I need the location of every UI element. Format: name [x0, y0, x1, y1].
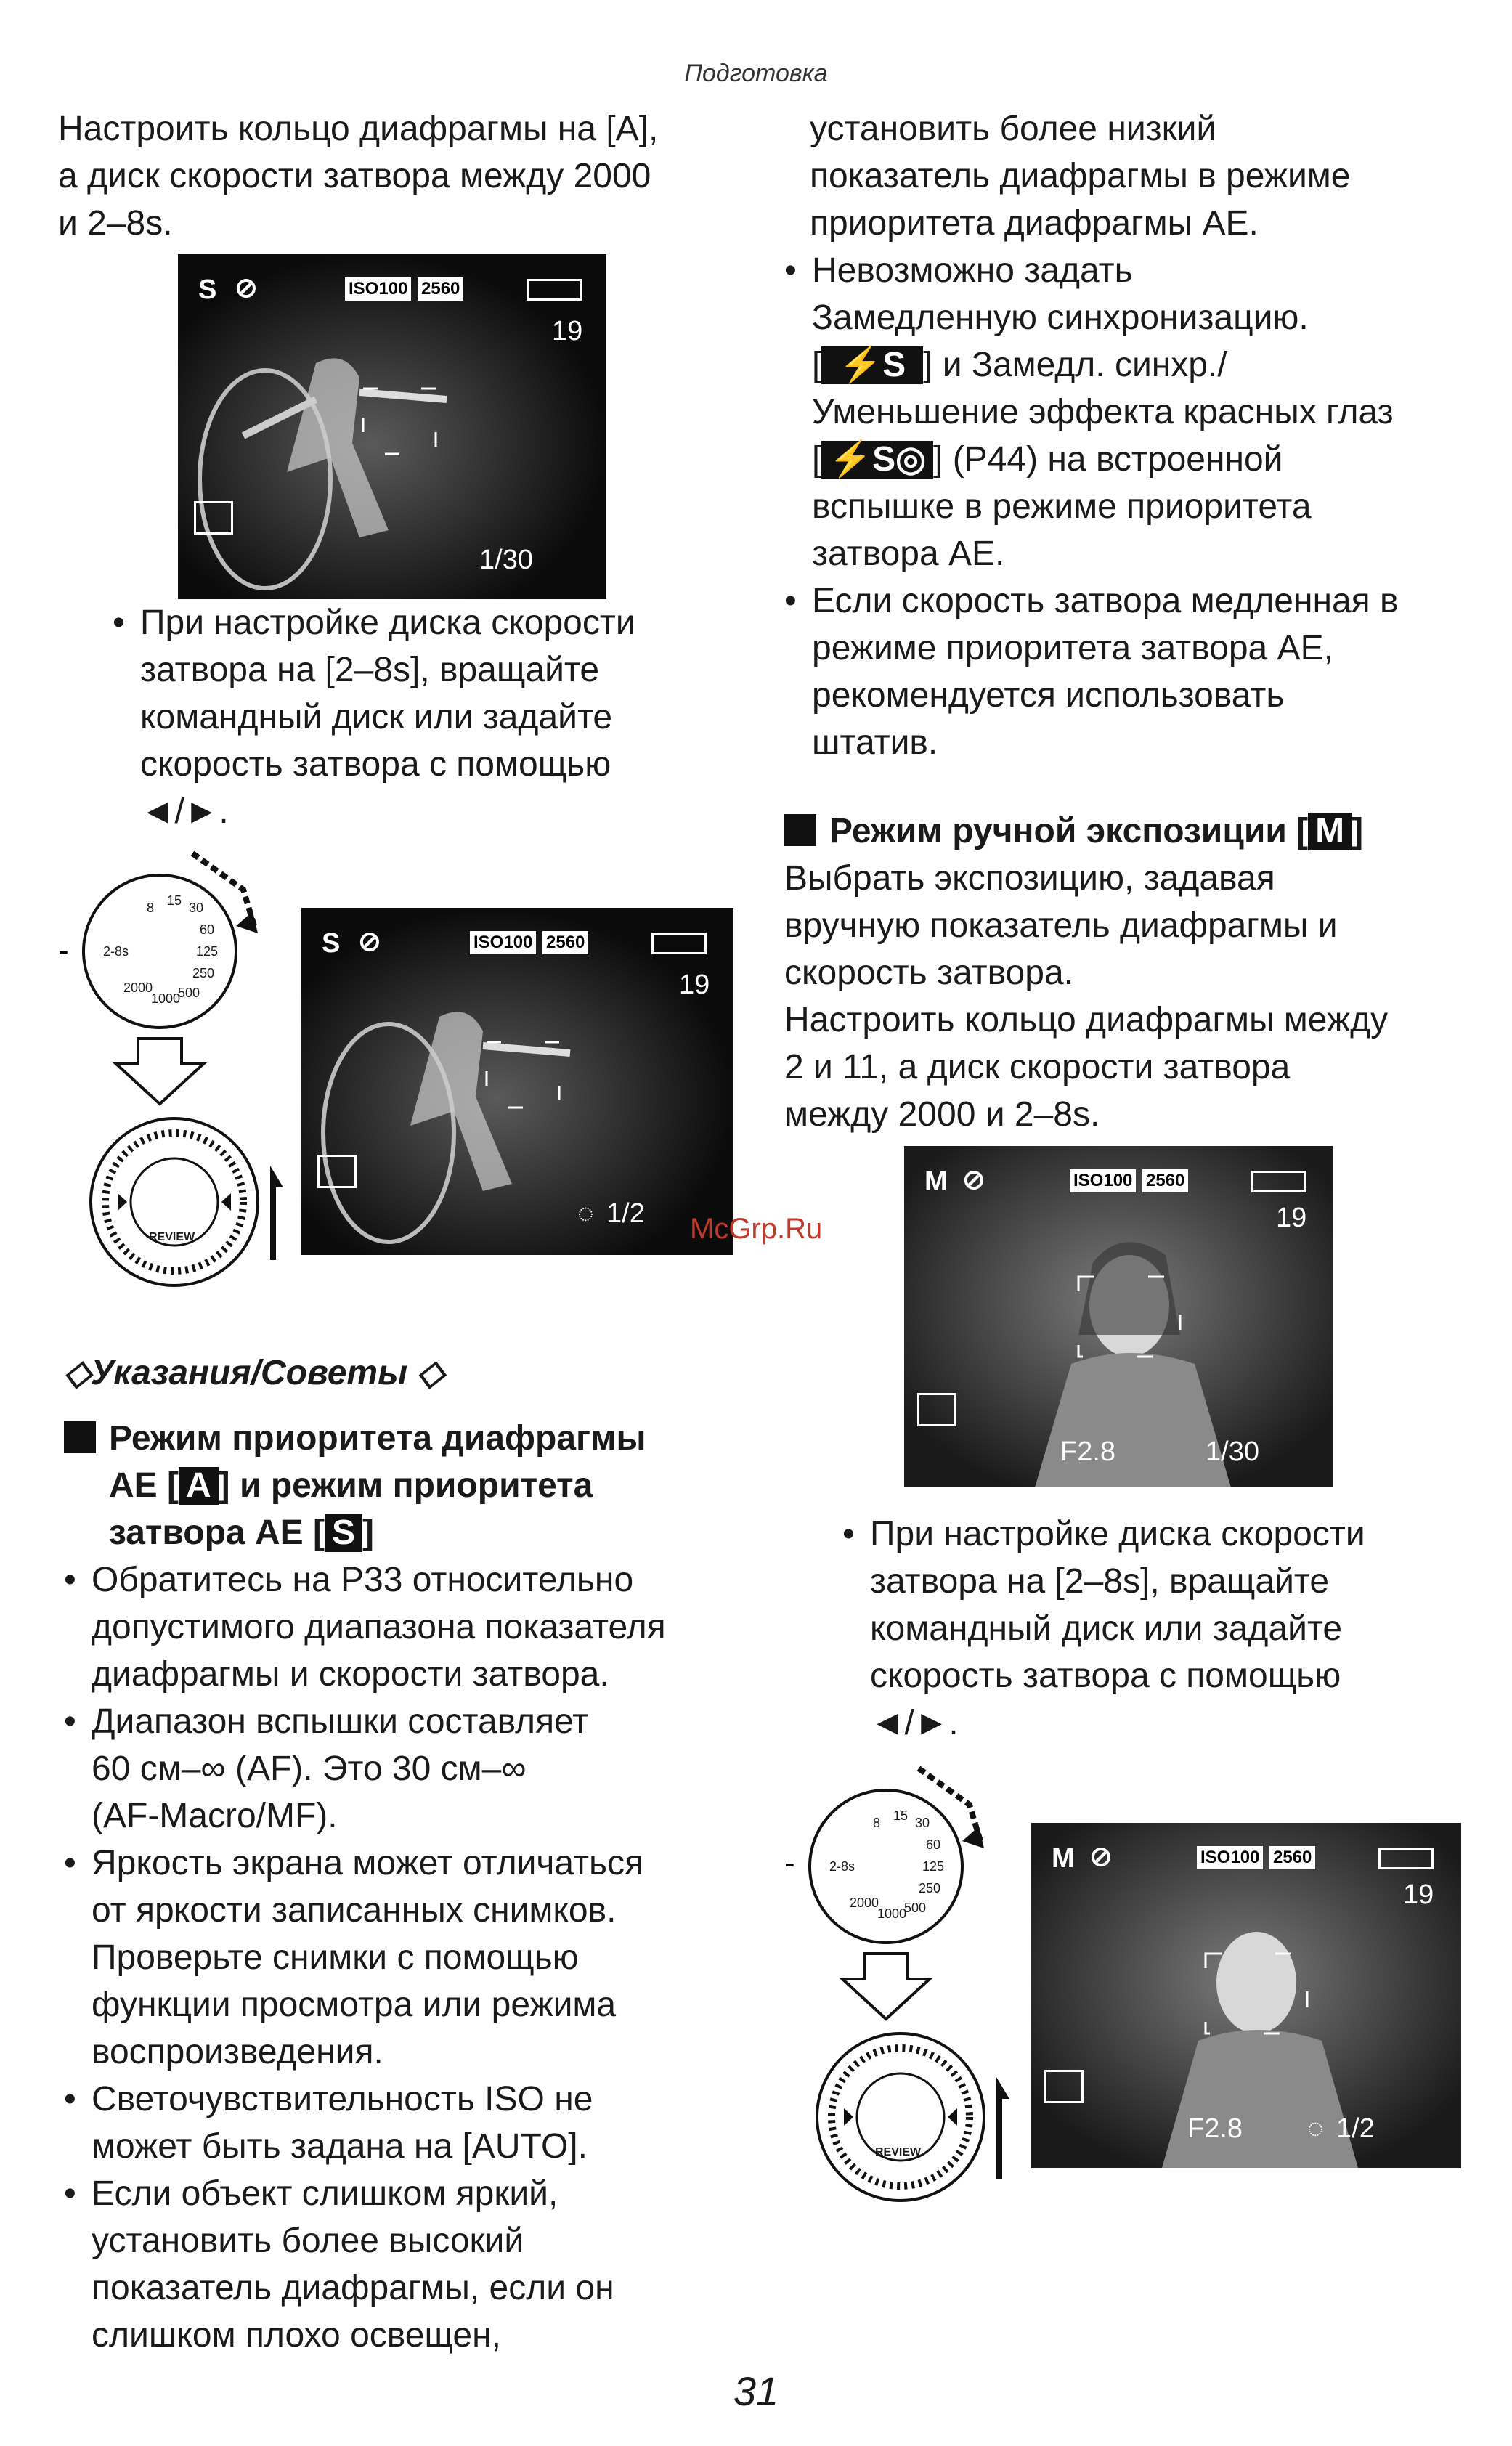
- tip-item: [64, 1840, 761, 2076]
- self-timer-icon: ◌: [1307, 2113, 1324, 2144]
- scene-image: [904, 1146, 1333, 1487]
- bullet-slow-sync: [784, 247, 1489, 577]
- mode-indicator: S: [198, 275, 217, 305]
- right-continuation: [810, 105, 1485, 247]
- svg-text:-: -: [784, 1845, 795, 1881]
- dial-label: 250: [919, 1881, 941, 1896]
- mode-indicator: M: [924, 1166, 948, 1197]
- aperture-value: F2.8: [1187, 2113, 1243, 2144]
- text-line: Настроить кольцо диафрагмы между: [784, 1001, 1389, 1039]
- section-title-part: ]: [1352, 812, 1364, 850]
- bullet-line: затвора на [2–8s], вращайте: [870, 1562, 1330, 1601]
- bullet-line: штатив.: [812, 723, 938, 762]
- shutter-mode-icon: S: [325, 1514, 362, 1552]
- tip-line: 60 см–∞ (AF). Это 30 см–∞: [92, 1750, 527, 1788]
- lcd-screenshot-m-mode-slow: [1031, 1823, 1461, 2168]
- tip-line: • Яркость экрана может отличаться: [92, 1844, 644, 1882]
- section-manual-exposure: [784, 808, 1489, 855]
- flash-off-icon: ⊘: [962, 1165, 985, 1195]
- section-title-line: Режим приоритета диафрагмы: [109, 1419, 646, 1458]
- bullet-line: скорость затвора с помощью: [870, 1657, 1341, 1695]
- bullet-tripod: [784, 577, 1489, 766]
- bullet-shutter-dial-right: [842, 1511, 1481, 1747]
- svg-text:-: -: [58, 933, 69, 968]
- text-line: 2 и 11, а диск скорости затвора: [784, 1048, 1291, 1086]
- bullet-line: затвора AE.: [812, 535, 1005, 573]
- dial-label: 500: [178, 986, 200, 1000]
- slow-sync-redeye-icon: ⚡S◎: [821, 441, 933, 479]
- text-line: Выбрать экспозицию, задавая: [784, 859, 1275, 898]
- text-line: между 2000 и 2–8s.: [784, 1095, 1100, 1134]
- bullet-line: ◄/►.: [140, 792, 229, 831]
- bullet-line: командный диск или задайте: [140, 698, 613, 736]
- battery-icon: [527, 279, 582, 301]
- iso-indicator: ISO100: [1070, 1169, 1136, 1192]
- tip-item: [64, 1556, 761, 1698]
- tip-line: (AF-Macro/MF).: [92, 1797, 338, 1835]
- text-line: приоритета диафрагмы AE.: [810, 204, 1259, 243]
- picture-size: 2560: [1269, 1846, 1315, 1869]
- review-label: REVIEW: [875, 2146, 922, 2158]
- picture-size: 2560: [542, 931, 588, 954]
- bullet-line: вспышке в режиме приоритета: [812, 487, 1312, 526]
- dial-label: 1000: [877, 1906, 907, 1921]
- watermark: McGrp.Ru: [690, 1213, 823, 1245]
- dial-label: 60: [926, 1837, 941, 1852]
- tip-line: • Обратитесь на P33 относительно: [92, 1561, 634, 1599]
- shutter-speed: 1/30: [1206, 1437, 1259, 1467]
- shutter-speed: 1/2: [606, 1198, 645, 1229]
- bullet-line: • Если скорость затвора медленная в: [812, 582, 1399, 620]
- dial-label: 125: [196, 944, 219, 959]
- intro-line: и 2–8s.: [58, 204, 173, 243]
- bullet-line: Замедленную синхронизацию.: [812, 298, 1309, 337]
- dial-label: 250: [192, 966, 215, 980]
- dial-label: 2-8s: [103, 944, 129, 959]
- bullet-line: затвора на [2–8s], вращайте: [140, 651, 600, 689]
- manual-description: [784, 855, 1489, 1138]
- slow-sync-icon: ⚡S: [821, 346, 923, 384]
- aperture-mode-icon: A: [179, 1467, 219, 1505]
- bullet-line: • При настройке диска скорости: [870, 1515, 1365, 1553]
- bullet-line: командный диск или задайте: [870, 1609, 1343, 1648]
- dial-label: 2000: [123, 980, 153, 995]
- scene-image: [178, 254, 606, 599]
- lcd-screenshot-s-mode-slow: [301, 908, 733, 1255]
- dial-label: 2000: [850, 1896, 879, 1910]
- dial-label: 8: [873, 1816, 881, 1830]
- tip-line: функции просмотра или режима: [92, 1986, 617, 2024]
- tips-bullets: [64, 1556, 761, 2359]
- dial-label: 1000: [151, 991, 181, 1006]
- section-title-part: затвора AE [: [109, 1513, 325, 1552]
- page-number: 31: [733, 2368, 779, 2414]
- metering-icon: [1044, 2070, 1084, 2103]
- iso-indicator: ISO100: [470, 931, 536, 954]
- frames-remaining: 19: [1276, 1203, 1307, 1233]
- dial-diagram-left: [58, 846, 298, 1296]
- iso-indicator: ISO100: [345, 277, 411, 301]
- intro-line: Настроить кольцо диафрагмы на [A],: [58, 110, 659, 148]
- text-line: вручную показатель диафрагмы и: [784, 906, 1338, 945]
- flash-off-icon: ⊘: [358, 927, 381, 957]
- bullet-shutter-dial-left: [113, 599, 737, 835]
- dial-label: 30: [915, 1816, 930, 1830]
- aperture-value: F2.8: [1060, 1437, 1116, 1467]
- tips-heading: ◇Указания/Советы ◇: [64, 1354, 444, 1392]
- picture-size: 2560: [418, 277, 463, 301]
- tip-item: [64, 1698, 761, 1840]
- bullet-line: Уменьшение эффекта красных глаз: [812, 393, 1394, 431]
- tip-line: Проверьте снимки с помощью: [92, 1938, 579, 1977]
- text-line: скорость затвора.: [784, 954, 1073, 992]
- dial-diagram-right: [784, 1765, 1024, 2215]
- bullet-line: • При настройке диска скорости: [140, 604, 635, 642]
- dial-label: 15: [893, 1808, 909, 1823]
- dial-label: 125: [922, 1859, 945, 1874]
- frames-remaining: 19: [1403, 1880, 1434, 1910]
- intro-line: а диск скорости затвора между 2000: [58, 157, 651, 195]
- scene-image: [1031, 1823, 1461, 2168]
- dial-diagram-svg: [58, 846, 298, 1296]
- manual-mode-icon: M: [1308, 813, 1352, 850]
- section-aperture-shutter-priority: [64, 1415, 761, 1556]
- battery-icon: [1251, 1171, 1306, 1192]
- mode-indicator: M: [1052, 1843, 1075, 1874]
- bullet-part: [: [812, 346, 822, 384]
- tip-line: показатель диафрагмы, если он: [92, 2269, 614, 2307]
- bullet-part: ] (P44) на встроенной: [933, 440, 1283, 479]
- bullet-line: ◄/►.: [870, 1704, 959, 1742]
- metering-icon: [317, 1155, 357, 1188]
- mode-indicator: S: [322, 928, 341, 959]
- dial-label: 60: [200, 922, 215, 937]
- section-title-part: AE [: [109, 1466, 179, 1505]
- tip-line: установить более высокий: [92, 2222, 524, 2260]
- bullet-line: скорость затвора с помощью: [140, 745, 611, 784]
- dial-label: 30: [189, 901, 204, 915]
- lcd-screenshot-s-mode: [178, 254, 606, 599]
- section-title-part: ]: [362, 1513, 374, 1552]
- review-label: REVIEW: [149, 1231, 195, 1243]
- bullet-line: режиме приоритета затвора AE,: [812, 629, 1333, 667]
- page-header: Подготовка: [684, 60, 828, 87]
- tip-line: • Если объект слишком яркий,: [92, 2174, 558, 2213]
- battery-icon: [651, 933, 707, 954]
- frames-remaining: 19: [679, 970, 710, 1000]
- dial-label: 15: [167, 893, 182, 908]
- tip-line: от яркости записанных снимков.: [92, 1891, 617, 1930]
- intro-text: [58, 105, 748, 247]
- lcd-screenshot-m-mode: [904, 1146, 1333, 1487]
- iso-indicator: ISO100: [1197, 1846, 1263, 1869]
- text-line: установить более низкий: [810, 110, 1216, 148]
- metering-icon: [917, 1393, 956, 1426]
- dial-label: 500: [904, 1901, 927, 1915]
- metering-icon: [194, 501, 233, 535]
- picture-size: 2560: [1142, 1169, 1188, 1192]
- section-title-part: Режим ручной экспозиции [: [829, 812, 1309, 850]
- dial-label: 2-8s: [829, 1859, 855, 1874]
- tip-line: • Диапазон вспышки составляет: [92, 1702, 589, 1741]
- flash-off-icon: ⊘: [1089, 1842, 1113, 1872]
- tip-line: может быть задана на [AUTO].: [92, 2127, 588, 2166]
- flash-off-icon: ⊘: [235, 273, 258, 304]
- shutter-speed: 1/30: [479, 545, 533, 575]
- shutter-speed: 1/2: [1336, 2113, 1375, 2144]
- bullet-line: рекомендуется использовать: [812, 676, 1285, 715]
- section-marker: [64, 1421, 96, 1453]
- tip-line: допустимого диапазона показателя: [92, 1608, 666, 1646]
- frames-remaining: 19: [552, 316, 583, 346]
- tip-line: воспроизведения.: [92, 2033, 383, 2071]
- scene-image: [301, 908, 733, 1255]
- section-marker: [784, 814, 816, 846]
- section-title-part: ] и режим приоритета: [218, 1466, 593, 1505]
- tip-line: диафрагмы и скорости затвора.: [92, 1655, 609, 1694]
- dial-label: 8: [147, 901, 155, 915]
- bullet-part: ] и Замедл. синхр./: [923, 346, 1227, 384]
- tip-item: [64, 2076, 761, 2170]
- bullet-line: • Невозможно задать: [812, 251, 1133, 290]
- battery-icon: [1378, 1848, 1434, 1869]
- tip-line: • Светочувствительность ISO не: [92, 2080, 593, 2118]
- tip-line: слишком плохо освещен,: [92, 2316, 501, 2354]
- text-line: показатель диафрагмы в режиме: [810, 157, 1351, 195]
- self-timer-icon: ◌: [577, 1198, 594, 1229]
- tip-item: [64, 2170, 761, 2359]
- bullet-part: [: [812, 440, 822, 479]
